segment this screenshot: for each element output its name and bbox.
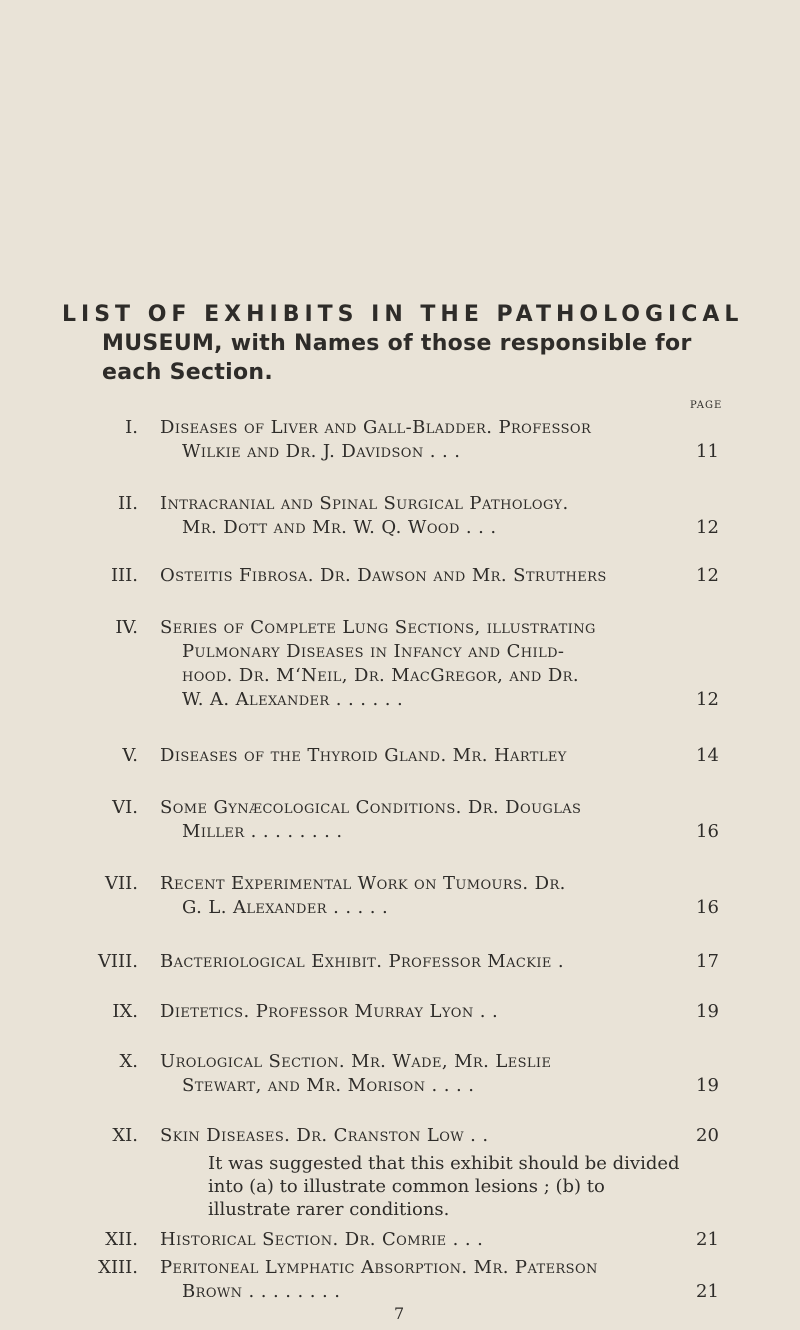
section-title: Diseases of Liver and Gall-Bladder. Professor Wilkie and Dr. J. Davidson . . . (160, 417, 592, 462)
page-heading (62, 300, 762, 387)
page-folio: 7 (394, 1304, 405, 1323)
page-number: 12 (696, 565, 719, 586)
page-number: 19 (696, 1075, 719, 1096)
section-title: Diseases of the Thyroid Gland. Mr. Hartley (160, 745, 567, 766)
page-number: 21 (696, 1281, 719, 1302)
page-number: 20 (696, 1125, 719, 1146)
section-title: Peritoneal Lymphatic Absorption. Mr. Paterson Brown . . . . . . . . (160, 1257, 598, 1302)
heading-line-3: each Section. (102, 360, 274, 385)
page-number: 16 (696, 897, 719, 918)
section-number: VI. (112, 797, 138, 818)
section-number: VII. (105, 873, 138, 894)
section-number: XII. (105, 1229, 138, 1250)
page-column-label: PAGE (690, 400, 723, 411)
section-title: Osteitis Fibrosa. Dr. Dawson and Mr. Struthers (160, 565, 607, 586)
page-number: 12 (696, 689, 719, 710)
heading-line-1: LIST OF EXHIBITS IN THE PATHOLOGICAL (62, 302, 744, 327)
section-number: II. (118, 493, 138, 514)
page-number: 21 (696, 1229, 719, 1250)
heading-line-2: MUSEUM, with Names of those responsible for (102, 331, 692, 356)
section-title: Skin Diseases. Dr. Cranston Low . . (160, 1125, 489, 1146)
section-title: Dietetics. Professor Murray Lyon . . (160, 1001, 499, 1022)
section-title: Series of Complete Lung Sections, illustrating Pulmonary Diseases in Infancy and Child- hood. Dr. M‘Neil, Dr. MacGregor, and Dr. W. A. Alexander . . . . . . (160, 617, 596, 710)
page-number: 16 (696, 821, 719, 842)
section-title: Urological Section. Mr. Wade, Mr. Leslie Stewart, and Mr. Morison . . . . (160, 1051, 552, 1096)
page-number: 11 (696, 441, 719, 462)
section-title: Historical Section. Dr. Comrie . . . (160, 1229, 484, 1250)
section-title: Intracranial and Spinal Surgical Pathology. Mr. Dott and Mr. W. Q. Wood . . . (160, 493, 569, 538)
section-number: I. (125, 417, 138, 438)
section-number: VIII. (97, 951, 138, 972)
page-number: 17 (696, 951, 719, 972)
page-number: 14 (696, 745, 719, 766)
section-number: IV. (115, 617, 138, 638)
section-number: XI. (112, 1125, 138, 1146)
page-number: 12 (696, 517, 719, 538)
section-note: It was suggested that this exhibit should be divided into (a) to illustrate common lesions ; (b) to illustrate rarer conditions. (208, 1153, 680, 1220)
section-title: Recent Experimental Work on Tumours. Dr. G. L. Alexander . . . . . (160, 873, 566, 918)
section-title: Some Gynæcological Conditions. Dr. Douglas Miller . . . . . . . . (160, 797, 582, 842)
page-number: 19 (696, 1001, 719, 1022)
section-number: III. (110, 565, 138, 586)
section-number: V. (122, 745, 138, 766)
section-number: IX. (112, 1001, 138, 1022)
section-number: XIII. (98, 1257, 138, 1278)
section-number: X. (119, 1051, 138, 1072)
section-title: Bacteriological Exhibit. Professor Mackie . (160, 951, 565, 972)
